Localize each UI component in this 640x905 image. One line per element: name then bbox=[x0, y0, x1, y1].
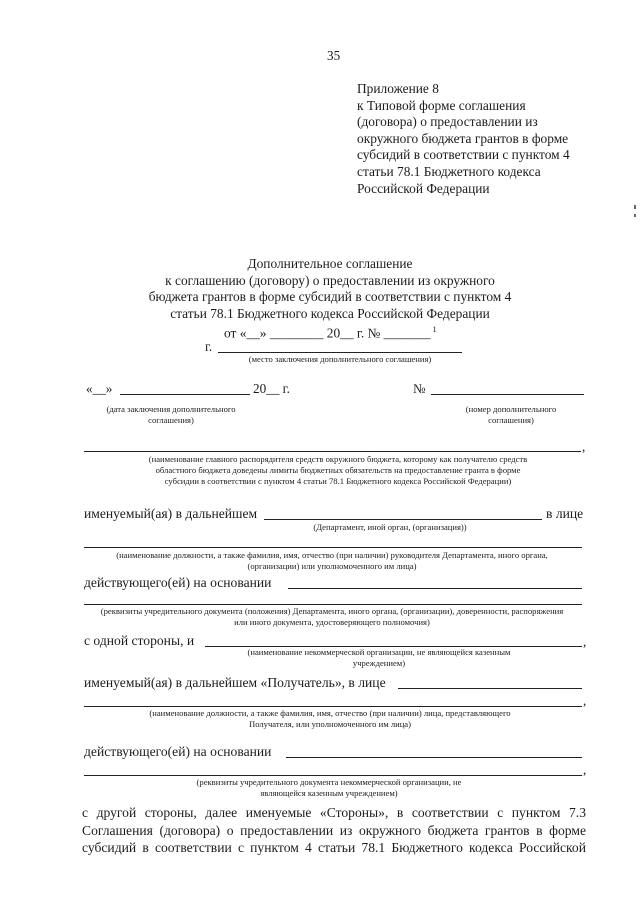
official-field[interactable] bbox=[84, 547, 582, 548]
comma: , bbox=[583, 693, 587, 708]
comma: , bbox=[583, 634, 587, 649]
comma: , bbox=[583, 762, 587, 777]
nko-caption: (наименование некоммерческой организации, не являющейся казенным учреждением) bbox=[247, 647, 511, 668]
named-label: именуемый(ая) в дальнейшем bbox=[84, 506, 258, 521]
scan-mark bbox=[634, 205, 636, 209]
title-line: Дополнительное соглашение bbox=[247, 256, 413, 271]
page-number: 35 bbox=[327, 48, 341, 63]
recipient-official-field[interactable] bbox=[398, 688, 582, 689]
title-line: бюджета грантов в форме субсидий в соответствии с пунктом 4 bbox=[148, 289, 512, 304]
number-sign: № bbox=[413, 381, 426, 396]
title-line: статьи 78.1 Бюджетного кодекса Российской Федерации bbox=[170, 305, 490, 321]
nko-basis-field[interactable] bbox=[286, 757, 582, 758]
charter-caption: (реквизиты учредительного документа (положения) Департамента, иного органа, (организации), доверенности, распоряжения или иного документа, удостоверяющего полномочия) bbox=[100, 606, 564, 627]
number-field[interactable] bbox=[431, 394, 584, 395]
scan-mark bbox=[634, 214, 636, 217]
paragraph-line: Соглашения (договора) о предоставлении из окружного бюджета грантов в форме bbox=[82, 822, 586, 838]
basis-field[interactable] bbox=[288, 588, 582, 589]
recipient-label: именуемый(ая) в дальнейшем «Получатель», в лице bbox=[84, 675, 386, 690]
nko-basis-field-continued[interactable] bbox=[84, 775, 582, 776]
one-side-label: с одной стороны, и bbox=[84, 633, 195, 648]
date-day: «__» bbox=[86, 381, 113, 396]
basis-field-continued[interactable] bbox=[84, 604, 582, 605]
acting-basis-label-2: действующего(ей) на основании bbox=[84, 744, 272, 759]
official-caption: (наименование должности, а также фамилия, имя, отчество (при наличии) руководителя Департамента, иного органа, (организации) или уполномоченного им лица) bbox=[116, 550, 548, 571]
paragraph-line: субсидий в соответствии с пунктом 4 статьи 78.1 Бюджетного кодекса Российской bbox=[82, 840, 586, 856]
appendix-header bbox=[357, 81, 597, 197]
recipient-official-caption: (наименование должности, а также фамилия, имя, отчество (при наличии) лица, представляющего Получателя, или уполномоченного им лица) bbox=[149, 708, 511, 729]
appendix-line: субсидий в соответствии с пунктом 4 bbox=[357, 147, 570, 163]
department-field[interactable] bbox=[264, 519, 542, 520]
appendix-line: Приложение 8 bbox=[357, 81, 439, 96]
title-date-line: от «__» ________ 20__ г. № _______ $^1$ bbox=[224, 325, 437, 341]
date-caption: (дата заключения дополнительного соглашения) bbox=[106, 404, 236, 425]
appendix-line: Российской Федерации bbox=[357, 180, 490, 196]
grbs-name-field[interactable] bbox=[84, 451, 581, 452]
grbs-caption: (наименование главного распорядителя средств окружного бюджета, которому как получателю средств областного бюджета доведены лимиты бюджетных обязательств на предоставление гранта в форме субсидии в соответствии с пунктом 4 статьи 78.1 Бюджетного кодекса Российской Федерации) bbox=[148, 454, 528, 486]
document-title bbox=[140, 256, 520, 322]
appendix-line: (договора) о предоставлении из bbox=[357, 114, 538, 130]
paragraph-line: с другой стороны, далее именуемые «Стороны», в соответствии с пунктом 7.3 bbox=[82, 805, 586, 820]
appendix-line: окружного бюджета грантов в форме bbox=[357, 130, 569, 146]
recipient-official-field-continued[interactable] bbox=[84, 706, 582, 707]
place-caption: (место заключения дополнительного соглашения) bbox=[248, 354, 432, 364]
date-month-field[interactable] bbox=[120, 394, 250, 395]
place-field[interactable] bbox=[218, 352, 462, 353]
date-year: 20__ г. bbox=[253, 381, 290, 396]
appendix-line: к Типовой форме соглашения bbox=[357, 97, 526, 113]
place-prefix: г. bbox=[205, 339, 213, 354]
appendix-line: статьи 78.1 Бюджетного кодекса bbox=[357, 163, 541, 179]
footnote-mark: 1 bbox=[432, 325, 437, 334]
closing-paragraph bbox=[82, 804, 586, 857]
acting-basis-label: действующего(ей) на основании bbox=[84, 575, 272, 590]
department-caption: (Департамент, иной орган, (организация)) bbox=[313, 522, 467, 532]
nko-charter-caption: (реквизиты учредительного документа некоммерческой организации, не являющейся казенным учреждением) bbox=[196, 777, 462, 798]
title-line: к соглашению (договору) о предоставлении из окружного bbox=[165, 272, 495, 288]
comma: , bbox=[582, 439, 586, 454]
number-caption: (номер дополнительного соглашения) bbox=[465, 404, 557, 425]
in-person-label: в лице bbox=[546, 506, 584, 521]
